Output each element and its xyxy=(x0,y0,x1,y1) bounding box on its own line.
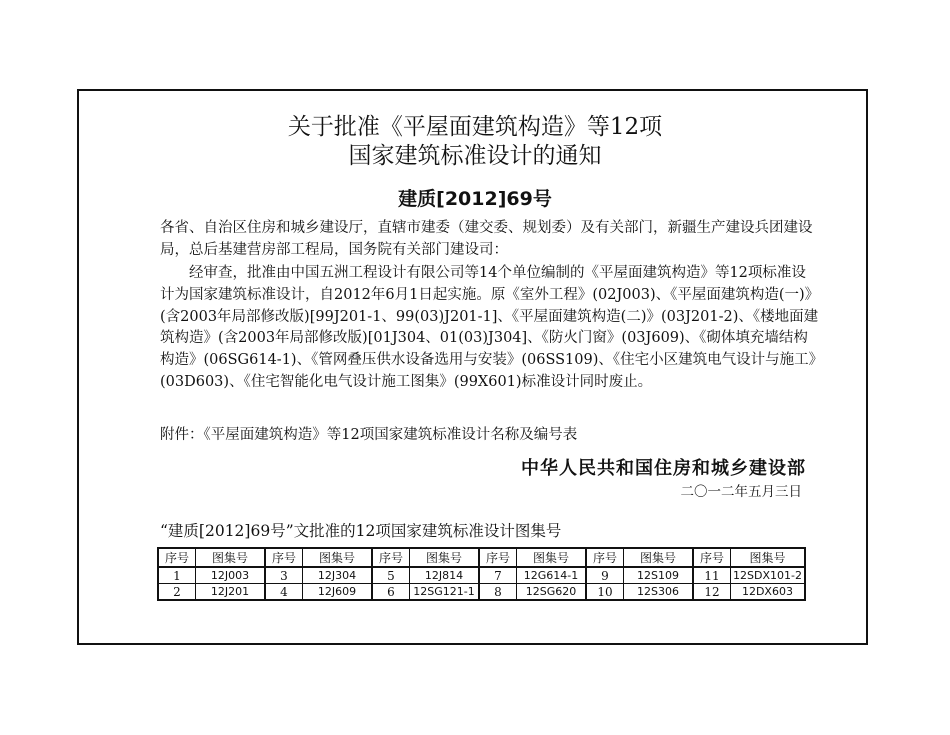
cell-code: 12G614-1 xyxy=(517,567,587,584)
header-code: 图集号 xyxy=(196,548,266,567)
header-no: 序号 xyxy=(372,548,410,567)
header-no: 序号 xyxy=(265,548,303,567)
cell-code: 12J003 xyxy=(196,567,266,584)
approval-paragraph: 经审查，批准由中国五洲工程设计有限公司等14个单位编制的《平屋面建筑构造》等12项标准设计为国家建筑标准设计，自2012年6月1日起实施。原《室外工程》(02J003)、《平屋面建筑构造(一)》(含2003年局部修改版)[99J201-1、99(03)J201-1]、《平屋面建筑构造(二)》(03J201-2)、《楼地面建筑构造》(含2003年局部修改版)[01J304、01(03)J304]、《防火门窗》(03J609)、《砌体填充墙结构构造》(06SG614-1)、《管网叠压供水设备选用与安装》(06SS109)、《住宅小区建筑电气设计与施工》(03D603)、《住宅智能化电气设计施工图集》(99X601)标准设计同时废止。 xyxy=(160,265,820,390)
cell-code: 12J609 xyxy=(303,584,373,601)
cell-no: 11 xyxy=(693,567,731,584)
cell-no: 9 xyxy=(586,567,624,584)
notice-title-line1: 关于批准《平屋面建筑构造》等12项 xyxy=(287,114,663,140)
cell-code: 12J814 xyxy=(410,567,480,584)
cell-code: 12DX603 xyxy=(731,584,805,601)
cell-no: 8 xyxy=(479,584,517,601)
header-no: 序号 xyxy=(158,548,196,567)
addressee-paragraph: 各省、自治区住房和城乡建设厅，直辖市建委（建交委、规划委）及有关部门，新疆生产建设兵团建设局，总后基建营房部工程局，国务院有关部门建设司： xyxy=(160,220,813,258)
cell-no: 1 xyxy=(158,567,196,584)
header-no: 序号 xyxy=(479,548,517,567)
header-code: 图集号 xyxy=(410,548,480,567)
cell-code: 12S109 xyxy=(624,567,694,584)
table-title: “建质[2012]69号”文批准的12项国家建筑标准设计图集号 xyxy=(160,522,562,540)
table-row xyxy=(158,567,805,584)
issue-date: 二〇一二年五月三日 xyxy=(680,484,802,500)
cell-code: 12S306 xyxy=(624,584,694,601)
cell-no: 6 xyxy=(372,584,410,601)
table-row xyxy=(158,584,805,601)
header-no: 序号 xyxy=(693,548,731,567)
cell-code: 12J304 xyxy=(303,567,373,584)
cell-code: 12J201 xyxy=(196,584,266,601)
cell-no: 5 xyxy=(372,567,410,584)
cell-code: 12SG121-1 xyxy=(410,584,480,601)
document-number: 建质[2012]69号 xyxy=(398,188,552,210)
cell-no: 12 xyxy=(693,584,731,601)
atlas-number-table xyxy=(157,547,806,601)
header-no: 序号 xyxy=(586,548,624,567)
attachment-note: 附件：《平屋面建筑构造》等12项国家建筑标准设计名称及编号表 xyxy=(160,427,578,443)
notice-title-line2: 国家建筑标准设计的通知 xyxy=(348,143,602,169)
cell-code: 12SDX101-2 xyxy=(731,567,805,584)
cell-no: 10 xyxy=(586,584,624,601)
cell-no: 2 xyxy=(158,584,196,601)
cell-no: 7 xyxy=(479,567,517,584)
header-code: 图集号 xyxy=(517,548,587,567)
cell-code: 12SG620 xyxy=(517,584,587,601)
issuing-authority: 中华人民共和国住房和城乡建设部 xyxy=(521,458,806,479)
header-code: 图集号 xyxy=(731,548,805,567)
header-code: 图集号 xyxy=(303,548,373,567)
table-header-row xyxy=(158,548,805,567)
cell-no: 3 xyxy=(265,567,303,584)
header-code: 图集号 xyxy=(624,548,694,567)
cell-no: 4 xyxy=(265,584,303,601)
